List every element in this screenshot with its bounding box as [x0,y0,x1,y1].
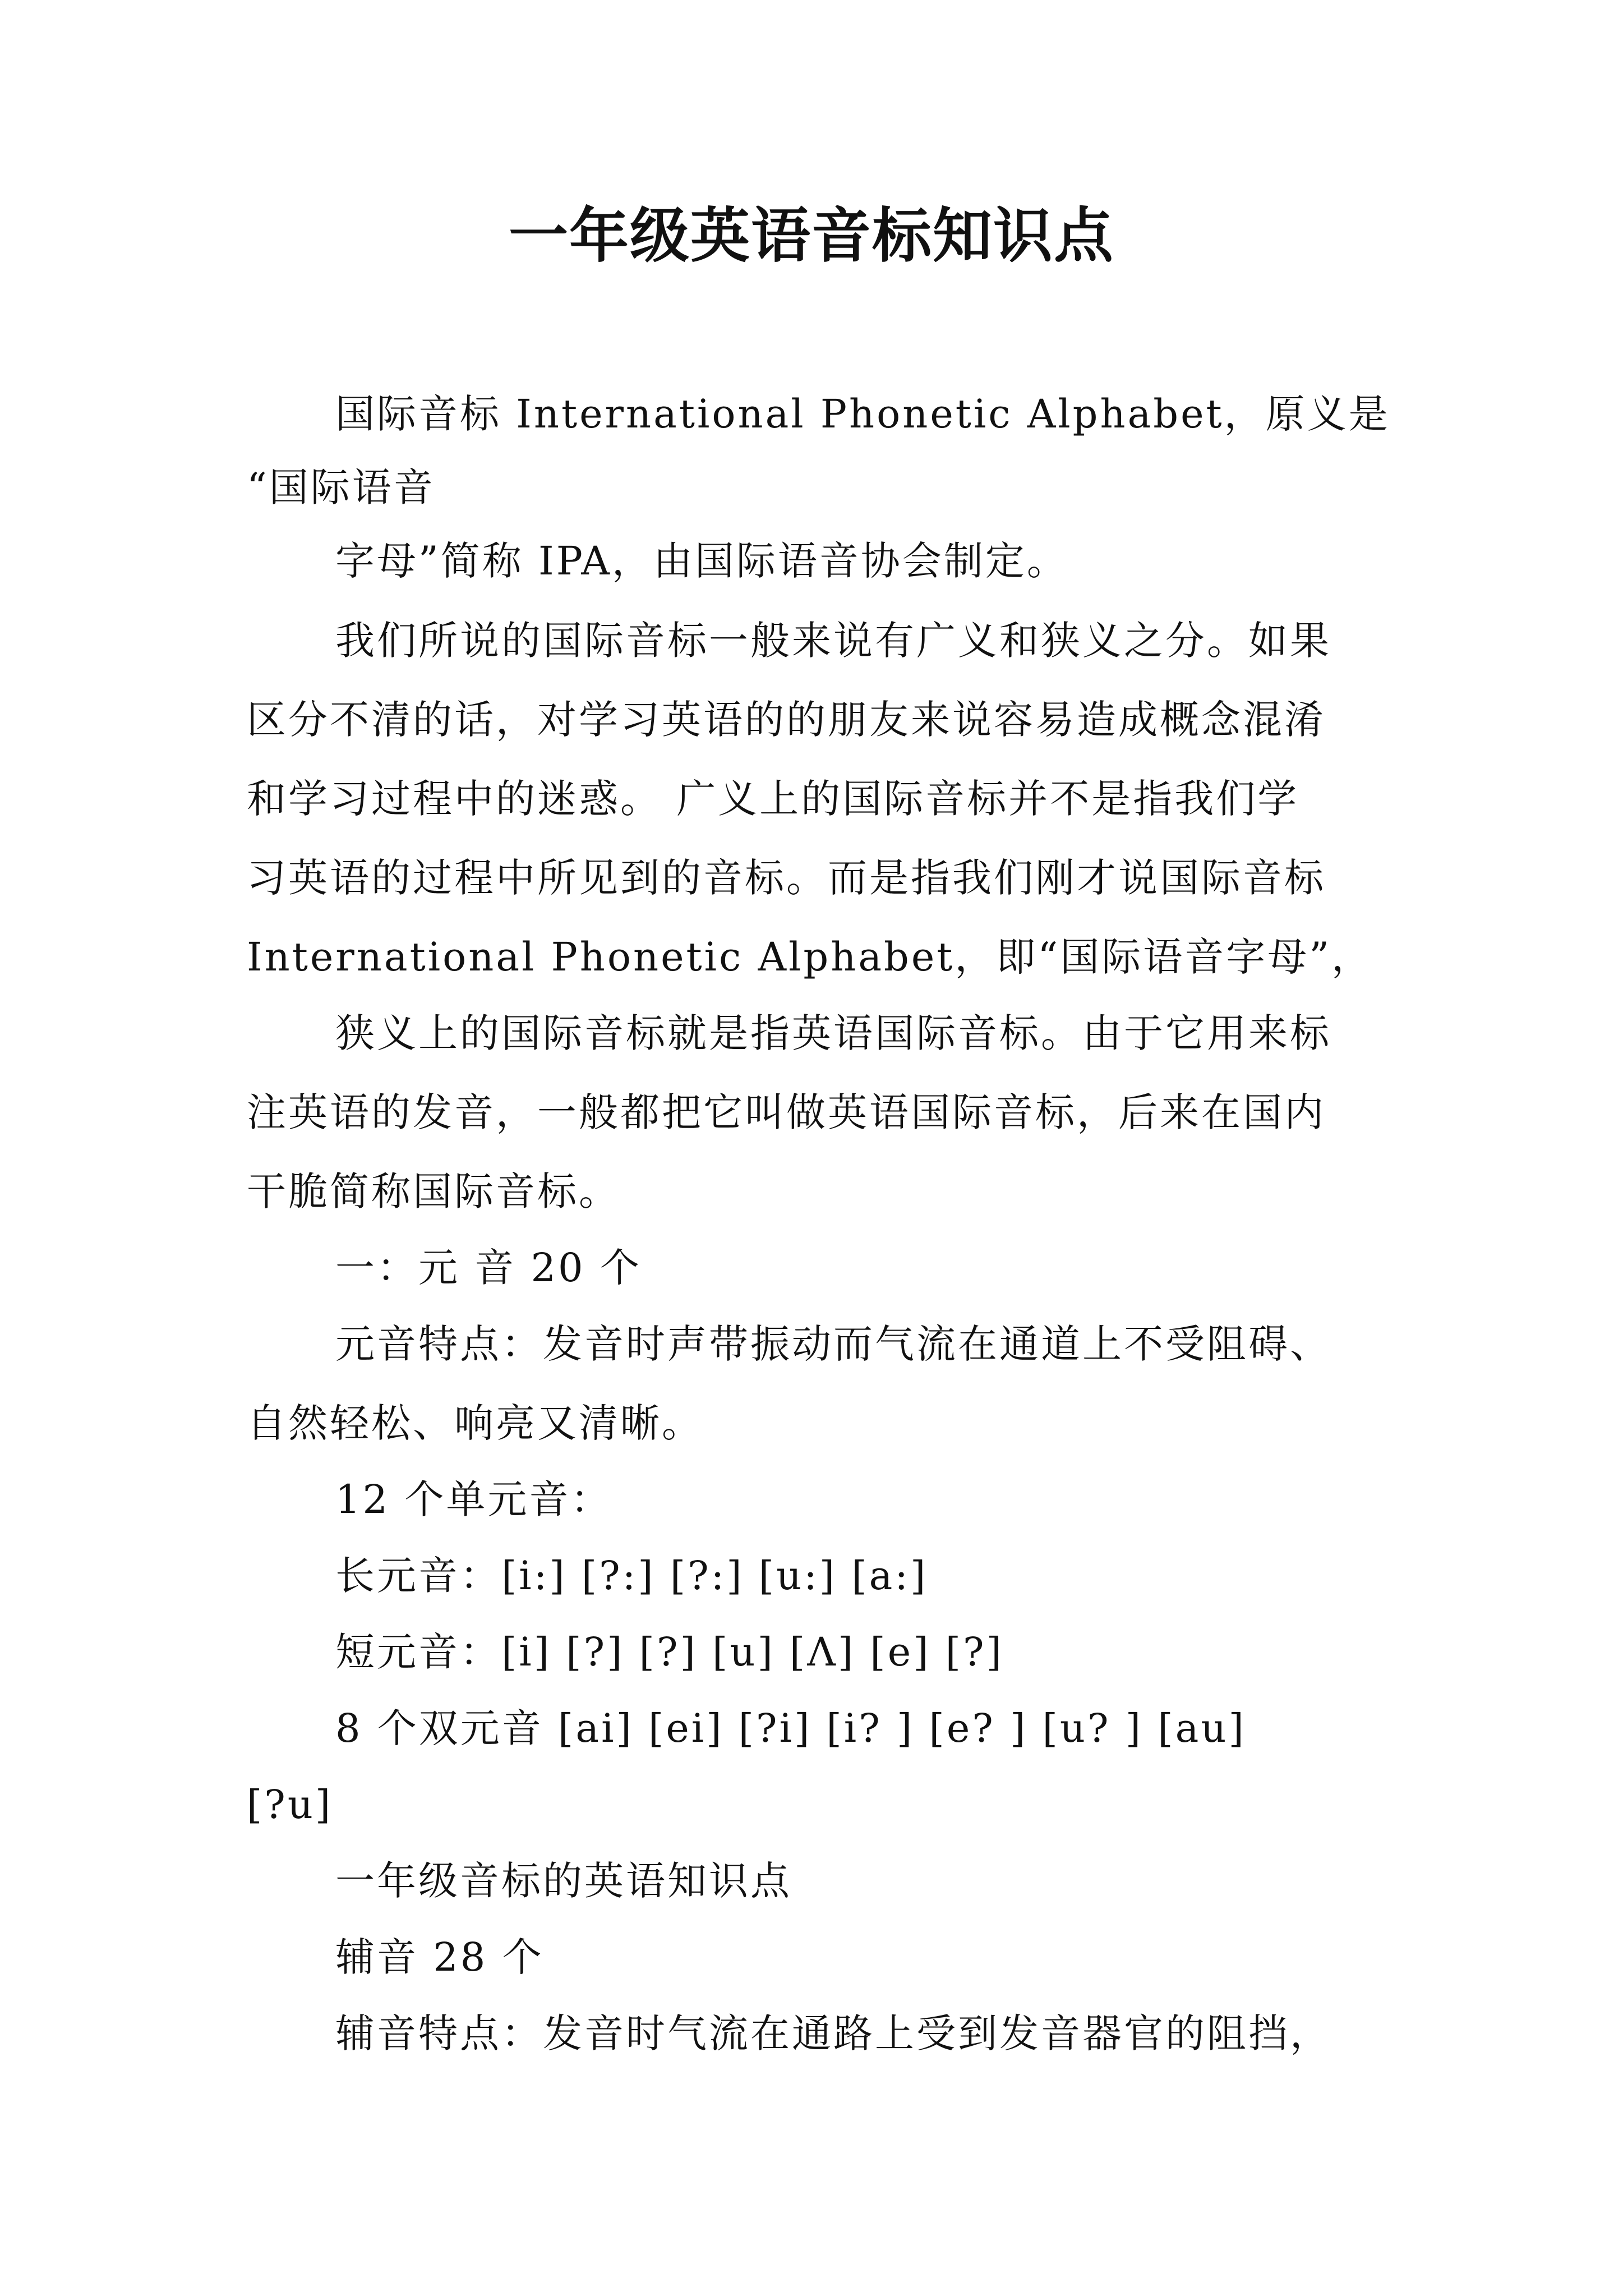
paragraph-line: 习英语的过程中所见到的音标。而是指我们刚才说国际音标 [247,855,1326,901]
paragraph-line: 自然轻松、响亮又清晰。 [247,1400,703,1446]
paragraph-line: 干脆简称国际音标。 [247,1168,620,1214]
paragraph-line: 国际音标 International Phonetic Alphabet，原义是 [335,391,1390,437]
paragraph-line: 辅音特点：发音时气流在通路上受到发音器官的阻挡， [335,2010,1331,2056]
document-title: 一年级英语音标知识点 [509,200,1114,270]
paragraph-line: 字母”简称 IPA，由国际语音协会制定。 [335,538,1068,584]
paragraph-line: 元音特点：发音时声带振动而气流在通道上不受阻碍、 [335,1321,1331,1367]
paragraph-line: 我们所说的国际音标一般来说有广义和狭义之分。如果 [335,618,1331,664]
paragraph-line: “国际语音 [247,464,435,510]
paragraph-line: 短元音：[i] [?] [?] [u] [Λ] [e] [?] [335,1629,1004,1675]
paragraph-line: 和学习过程中的迷惑。 广义上的国际音标并不是指我们学 [247,776,1299,822]
paragraph-line: 注英语的发音，一般都把它叫做英语国际音标，后来在国内 [247,1089,1326,1135]
paragraph-line: International Phonetic Alphabet，即“国际语音字母”， [247,934,1373,980]
paragraph-line: 长元音：[i:] [?:] [?:] [u:] [a:] [335,1553,928,1599]
section-heading: 一年级音标的英语知识点 [335,1858,792,1904]
paragraph-line: 辅音 28 个 [335,1934,544,1980]
paragraph-line: [?u] [247,1782,333,1828]
paragraph-line: 8 个双元音 [ai] [ei] [?i] [i? ] [e? ] [u? ] [au] [335,1705,1246,1751]
paragraph-line: 12 个单元音： [335,1476,612,1522]
paragraph-line: 狭义上的国际音标就是指英语国际音标。由于它用来标 [335,1010,1331,1056]
section-heading: 一：元 音 20 个 [335,1245,642,1291]
paragraph-line: 区分不清的话，对学习英语的的朋友来说容易造成概念混淆 [247,697,1326,743]
